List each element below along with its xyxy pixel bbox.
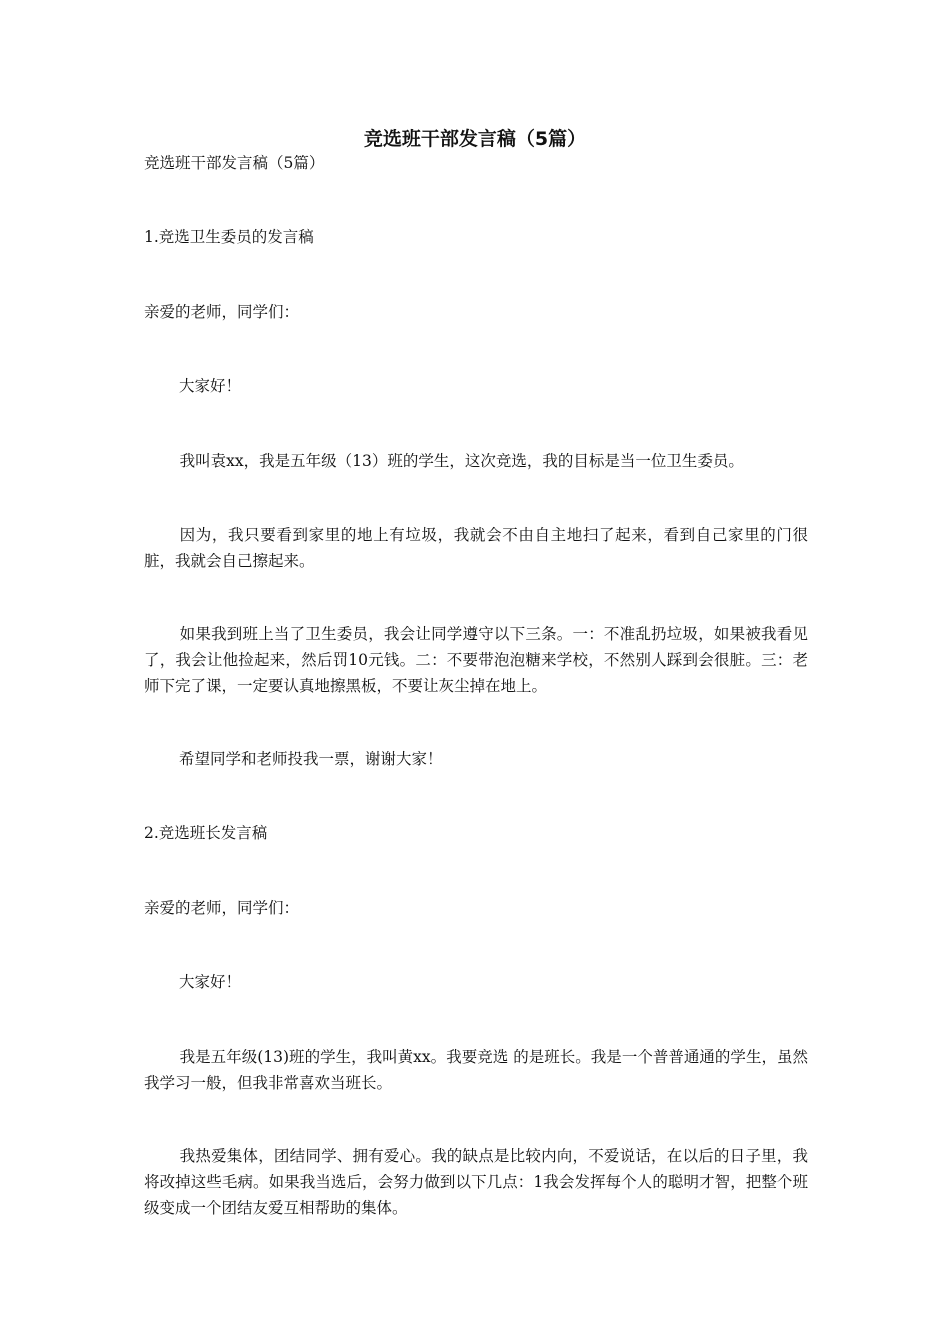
section-2-heading: 2.竞选班长发言稿 (144, 824, 268, 842)
section-2-paragraph-1: 我是五年级(13)班的学生，我叫黄xx。我要竞选 的是班长。我是一个普普通通的学生，虽然我学习一般，但我非常喜欢当班长。 (144, 1048, 808, 1092)
section-1-paragraph-4: 希望同学和老师投我一票，谢谢大家！ (179, 750, 443, 768)
section-1-salutation: 亲爱的老师，同学们： (144, 303, 300, 321)
document-subtitle: 竞选班干部发言稿（5篇） (144, 154, 325, 172)
section-2-greeting: 大家好！ (179, 973, 242, 991)
section-1-paragraph-2: 因为，我只要看到家里的地上有垃圾，我就会不由自主地扫了起来，看到自己家里的门很脏，我就会自己擦起来。 (144, 526, 808, 570)
document-title: 竞选班干部发言稿（5篇） (363, 128, 587, 150)
section-1-greeting: 大家好！ (179, 377, 242, 395)
section-2-salutation: 亲爱的老师，同学们： (144, 899, 300, 917)
section-1-paragraph-1: 我叫袁xx，我是五年级（13）班的学生，这次竞选，我的目标是当一位卫生委员。 (179, 452, 744, 470)
section-2-paragraph-2: 我热爱集体，团结同学、拥有爱心。我的缺点是比较内向，不爱说话，在以后的日子里，我将改掉这些毛病。如果我当选后，会努力做到以下几点：1我会发挥每个人的聪明才智，把整个班级变成一个团结友爱互相帮助的集体。 (144, 1147, 808, 1217)
section-1-paragraph-3: 如果我到班上当了卫生委员，我会让同学遵守以下三条。一：不准乱扔垃圾，如果被我看见了，我会让他捡起来，然后罚10元钱。二：不要带泡泡糖来学校，不然别人踩到会很脏。三：老师下完了课，一定要认真地擦黑板，不要让灰尘掉在地上。 (144, 625, 808, 695)
section-1-heading: 1.竞选卫生委员的发言稿 (144, 228, 314, 246)
